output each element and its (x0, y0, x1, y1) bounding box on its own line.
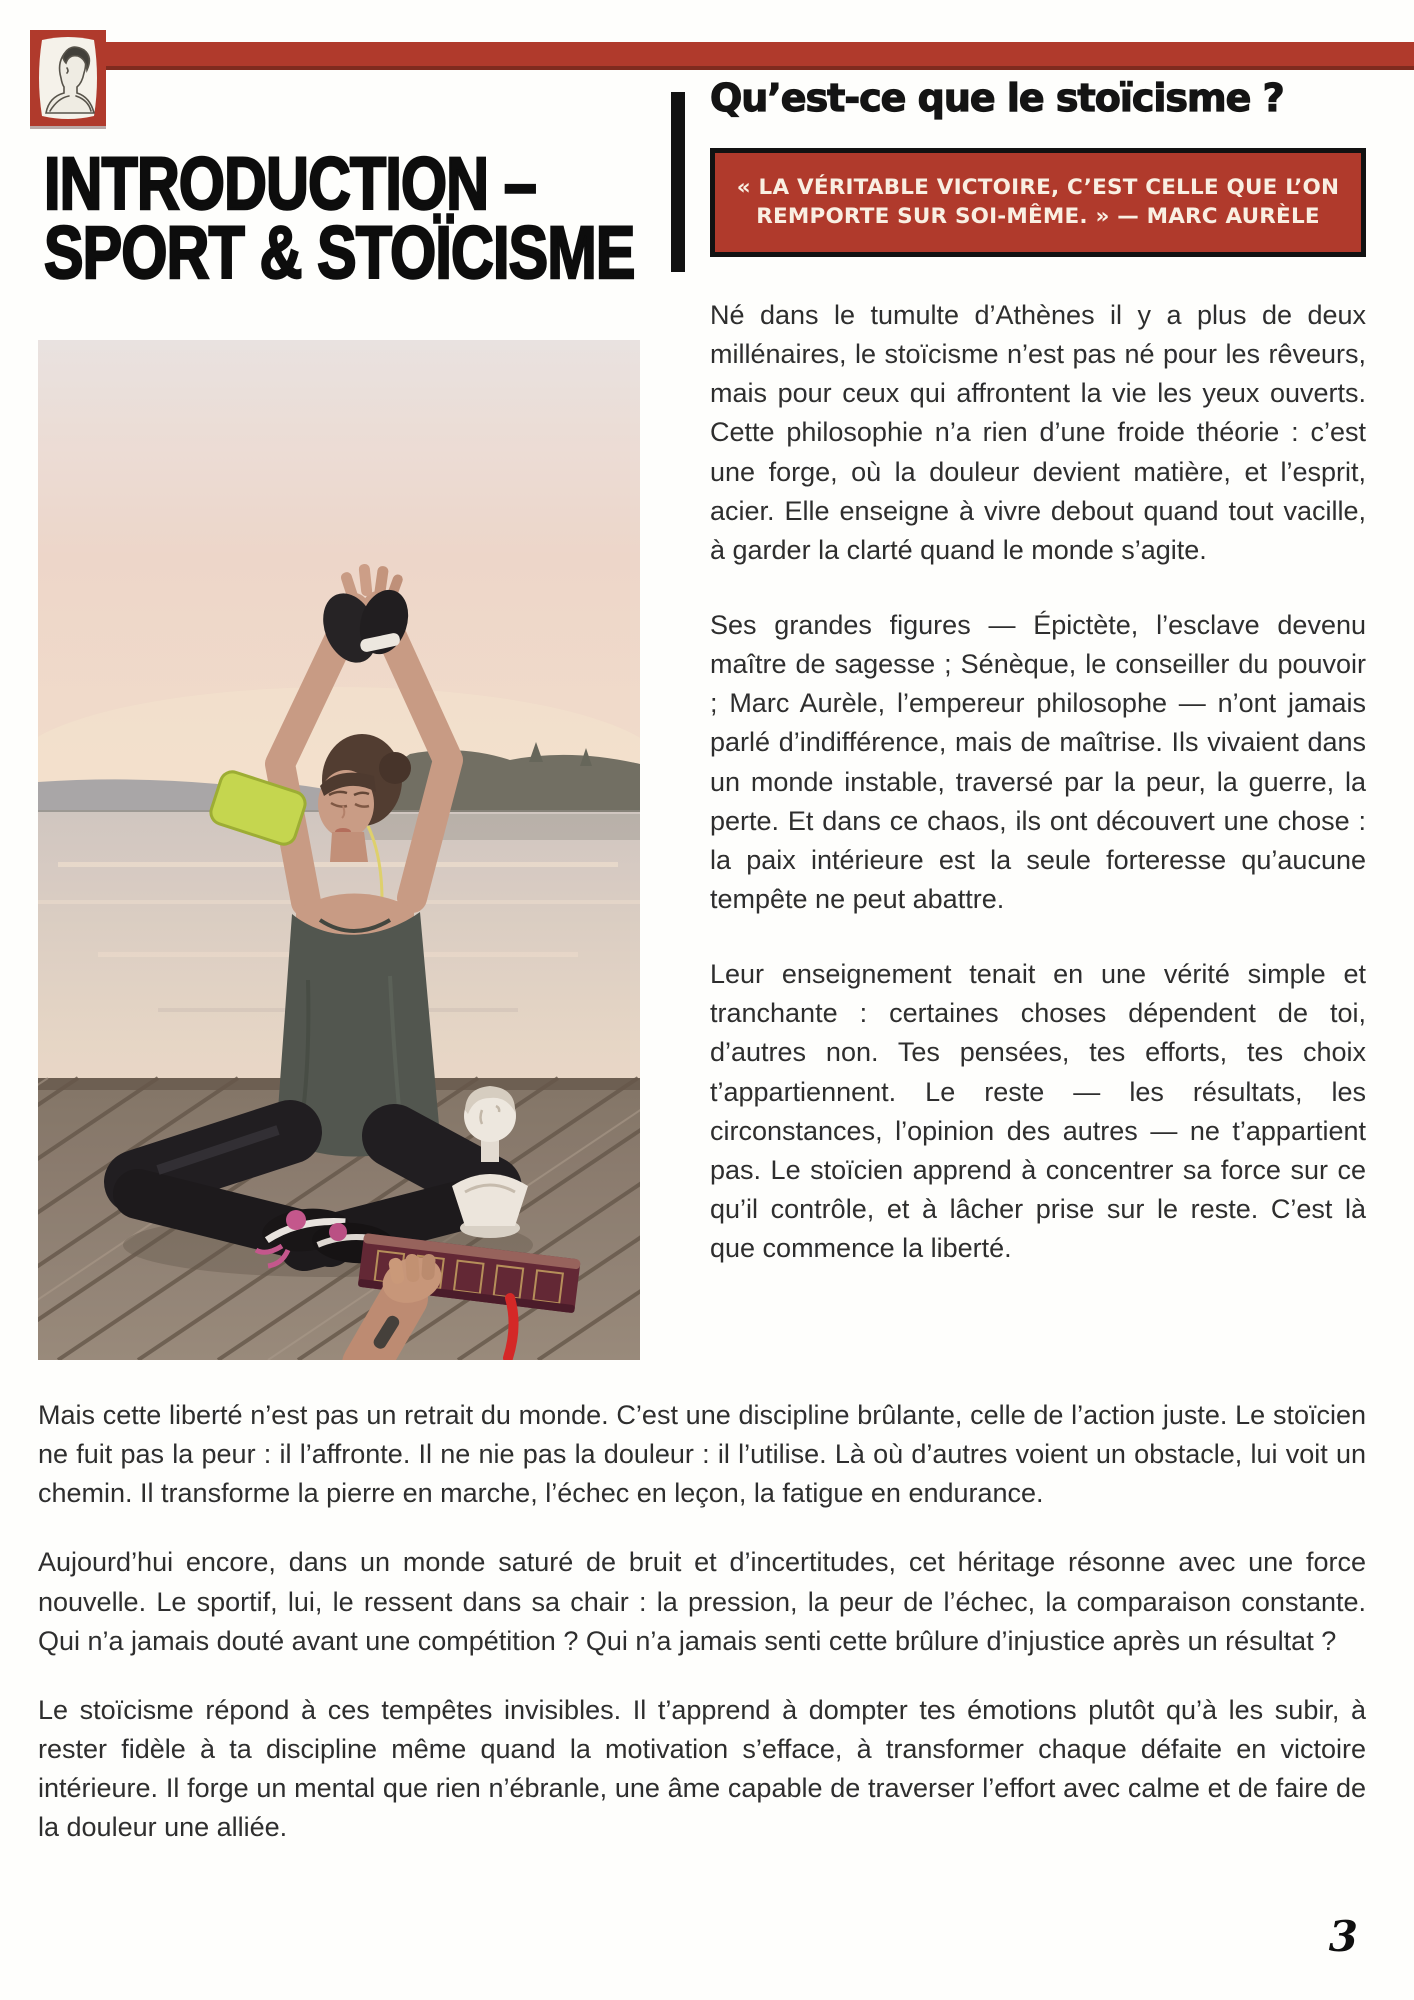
body-paragraph: Le stoïcisme répond à ces tempêtes invisibles. Il t’apprend à dompter tes émotions plutôt qu’à les subir, à rester fidèle à ta discipline même quand la motivation s’efface, à transformer chaque défaite en victoire intérieure. Il forge un mental que rien n’ébranle, une âme capable de traverser l’effort avec calme et de faire de la douleur une alliée. (38, 1694, 1366, 1843)
page-title-line2: SPORT & STOÏCISME (44, 210, 635, 294)
body-paragraph: Ses grandes figures — Épictète, l’esclave devenu maître de sagesse ; Sénèque, le conseiller du pouvoir ; Marc Aurèle, l’empereur philosophe — n’ont jamais parlé d’indifférence, mais de maîtrise. Ils vivaient dans un monde instable, traversé par la peur, la guerre, la perte. Et dans ce chaos, ils ont découvert une chose : la paix intérieure est la seule forteresse qu’aucune tempête ne peut abattre. (710, 609, 1366, 914)
quote-text: « LA VÉRITABLE VICTOIRE, C’EST CELLE QUE L’ON REMPORTE SUR SOI-MÊME. » — MARC AURÈLE (736, 175, 1340, 229)
hero-photo (38, 340, 640, 1360)
body-paragraph: Mais cette liberté n’est pas un retrait du monde. C’est une discipline brûlante, celle de l’action juste. Le stoïcien ne fuit pas la peur : il l’affronte. Il ne nie pas la douleur : il l’utilise. Là où d’autres voient un obstacle, lui voit un chemin. Il transforme la pierre en marche, l’échec en leçon, la fatigue en endurance. (38, 1400, 1366, 1509)
page-title (44, 142, 635, 294)
body-paragraph: Leur enseignement tenait en une vérité simple et tranchante : certaines choses dépendent de toi, d’autres non. Tes pensées, tes efforts, tes choix t’appartiennent. Le reste — les résultats, les circonstances, l’opinion des autres — ne t’appartient pas. Le stoïcien apprend à concentrer sa force sur ce qu’il contrôle, et à lâcher prise sur le reste. C’est là que commence la liberté. (710, 959, 1366, 1264)
bottom-section-text (38, 1396, 1366, 1877)
classical-bust-icon (34, 34, 102, 122)
quote-banner (710, 148, 1366, 257)
section-heading: Qu’est-ce que le stoïcisme ? (710, 76, 1284, 120)
top-accent-bar (100, 42, 1414, 70)
body-paragraph: Aujourd’hui encore, dans un monde saturé de bruit et d’incertitudes, cet héritage résonne avec une force nouvelle. Le sportif, lui, le ressent dans sa chair : la pression, la peur de l’échec, la comparaison constante. Qui n’a jamais douté avant une compétition ? Qui n’a jamais senti cette brûlure d’injustice après un résultat ? (38, 1547, 1366, 1656)
right-column-text (710, 296, 1366, 1304)
section-divider-bar (671, 92, 685, 272)
brand-logo (30, 30, 106, 126)
body-paragraph: Né dans le tumulte d’Athènes il y a plus de deux millénaires, le stoïcisme n’est pas né pour les rêveurs, mais pour ceux qui affrontent la vie les yeux ouverts. Cette philosophie n’a rien d’une froide théorie : c’est une forge, où la douleur devient matière, et l’esprit, acier. Elle enseigne à vivre debout quand tout vacille, à garder la clarté quand le monde s’agite. (710, 300, 1366, 565)
page-number: 3 (1328, 1912, 1358, 1961)
page-title-line1: INTRODUCTION – (44, 142, 536, 225)
